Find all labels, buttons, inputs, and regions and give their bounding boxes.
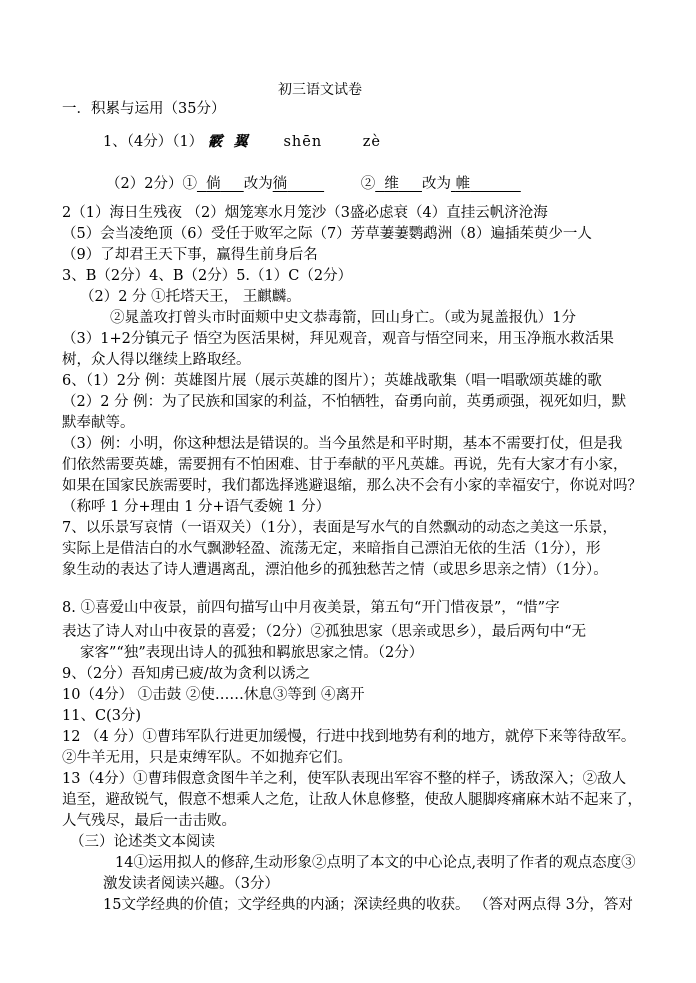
- q9-line: 9、（2分）吾知虏已疲/故为贪利以诱之: [62, 666, 311, 682]
- q1-2-word-4: 帷: [455, 176, 471, 192]
- q6-line-7: （称呼 1 分+理由 1 分+语气委婉 1 分）: [62, 499, 331, 515]
- q1-2-word-3: 维: [384, 176, 399, 192]
- q6-line-3: 默奉献等。: [62, 415, 135, 431]
- q13-line-1: 13（4分）①曹玮假意贪图牛羊之利，使军队表现出军容不整的样子，诱敌深入；②敌人: [62, 771, 627, 787]
- q7-line-1: 7、以乐景写哀情（一语双关）（1分），表面是写水气的自然飘动的动态之美这一乐景，: [62, 520, 617, 536]
- q1-2-circle-2: ②: [360, 176, 376, 192]
- q3-line-1: 3、B（2分）4、B（2分）5.（1）C（2分）: [62, 268, 353, 284]
- section-3-heading: （三）论述类文本阅读: [70, 834, 215, 850]
- q2-line-1: 2（1）海日生残夜 （2）烟笼寒水月笼沙（3盛必虑衰（4）直挂云帆济沧海: [62, 205, 548, 221]
- q6-line-2: （2）2 分 例：为了民族和国家的利益，不怕牺牲，奋勇向前，英勇顽强，视死如归，默: [62, 394, 627, 410]
- q1-2-prefix: （2）2分）①: [106, 176, 197, 192]
- q3-line-3: ②晁盖攻打曾头市时面颊中史文恭毒箭，回山身亡。（或为晁盖报仇）1分: [110, 310, 576, 326]
- page-title: 初三语文试卷: [278, 82, 362, 98]
- q1-2-blank-2: [273, 176, 324, 192]
- q1-2-word-2: 徜: [272, 176, 288, 192]
- q1-line1: [103, 132, 381, 152]
- q3-line-4: （3）1+2分镇元子 悟空为医活果树，拜见观音，观音与悟空同来，用玉净瓶水救活果: [62, 331, 614, 347]
- section-1-heading: 一．积累与运用（35分）: [62, 101, 226, 117]
- q12-line-1: 12 （4 分）①曹玮军队行进更加缓慢，行进中找到地势有利的地方，就停下来等待敌军。: [62, 729, 636, 745]
- q14-line-2: 激发读者阅读兴趣。（3分）: [103, 876, 279, 892]
- q13-line-2: 追至，避敌锐气，假意不想乘人之危，让敌人休息修整，使敌人腿脚疼痛麻木站不起来了，: [62, 792, 642, 808]
- q6-line-5: 们依然需要英雄，需要拥有不怕困难、甘于奉献的平凡英雄。再说，先有大家才有小家，: [62, 457, 628, 473]
- q1-2-blank-3: [375, 176, 422, 192]
- q1-characters: 霰 翼: [207, 133, 251, 150]
- q3-line-2: （2）2 分 ①托塔天王， 王麒麟。: [80, 289, 301, 305]
- q1-part2: [106, 174, 521, 194]
- q6-line-6: 如果在国家民族需要时，我们都选择逃避退缩，那么决不会有小家的幸福安宁，你说对吗？: [62, 478, 642, 494]
- q1-2-blank-1: [197, 176, 244, 192]
- q8-line-3: 家客”“独”表现出诗人的孤独和羁旅思家之情。（2分）: [80, 645, 424, 661]
- q11-line: 11、C(3分): [62, 708, 142, 724]
- q8-line-1: 8. ①喜爱山中夜景，前四句描写山中月夜美景，第五句“开门惜夜景”，“惜”字: [62, 600, 560, 616]
- q15-line: 15文学经典的价值；文学经典的内涵；深读经典的收获。 （答对两点得 3分，答对: [103, 897, 633, 913]
- q1-pinyin-2: zè: [362, 134, 382, 150]
- q7-line-3: 象生动的表达了诗人遭遇离乱，漂泊他乡的孤独愁苦之情（或思乡思亲之情）（1分）。: [62, 562, 608, 578]
- q14-line-1: 14①运用拟人的修辞,生动形象②点明了本文的中心论点,表明了作者的观点态度③: [115, 855, 636, 871]
- q1-2-change-2: 改为: [421, 176, 451, 192]
- q6-line-1: 6、（1）2分 例：英雄图片展（展示英雄的图片）；英雄战歌集（唱一唱歌颂英雄的歌: [62, 373, 602, 389]
- q1-2-change-1: 改为: [243, 176, 273, 192]
- q2-line-3: （9）了却君王天下事，赢得生前身后名: [62, 247, 318, 263]
- q10-line: 10（4分） ①击鼓 ②使……休息③等到 ④离开: [62, 687, 365, 703]
- q3-line-5: 树，众人得以继续上路取经。: [62, 352, 251, 368]
- q12-line-2: ②牛羊无用，只是束缚军队。不如抛弃它们。: [62, 750, 352, 766]
- q7-line-2: 实际上是借洁白的水气飘渺轻盈、流荡无定，来暗指自己漂泊无依的生活（1分），形: [62, 541, 601, 557]
- q13-line-3: 人气残尽，最后一击击败。: [62, 813, 236, 829]
- q2-line-2: （5）会当凌绝顶（6）受任于败军之际（7）芳草萋萋鹦鹉洲（8）遍插茱萸少一人: [62, 226, 592, 242]
- q1-pinyin-1: shēn: [283, 134, 323, 150]
- q1-label: 1、（4分）（1）: [103, 134, 204, 150]
- q8-line-2: 表达了诗人对山中夜景的喜爱；（2分）②孤独思家（思亲或思乡），最后两句中“无: [62, 624, 587, 640]
- q6-line-4: （3）例：小明，你这种想法是错误的。当今虽然是和平时期，基本不需要打仗，但是我: [62, 436, 623, 452]
- q1-2-word-1: 倘: [206, 176, 221, 192]
- q1-2-blank-4: [451, 176, 521, 192]
